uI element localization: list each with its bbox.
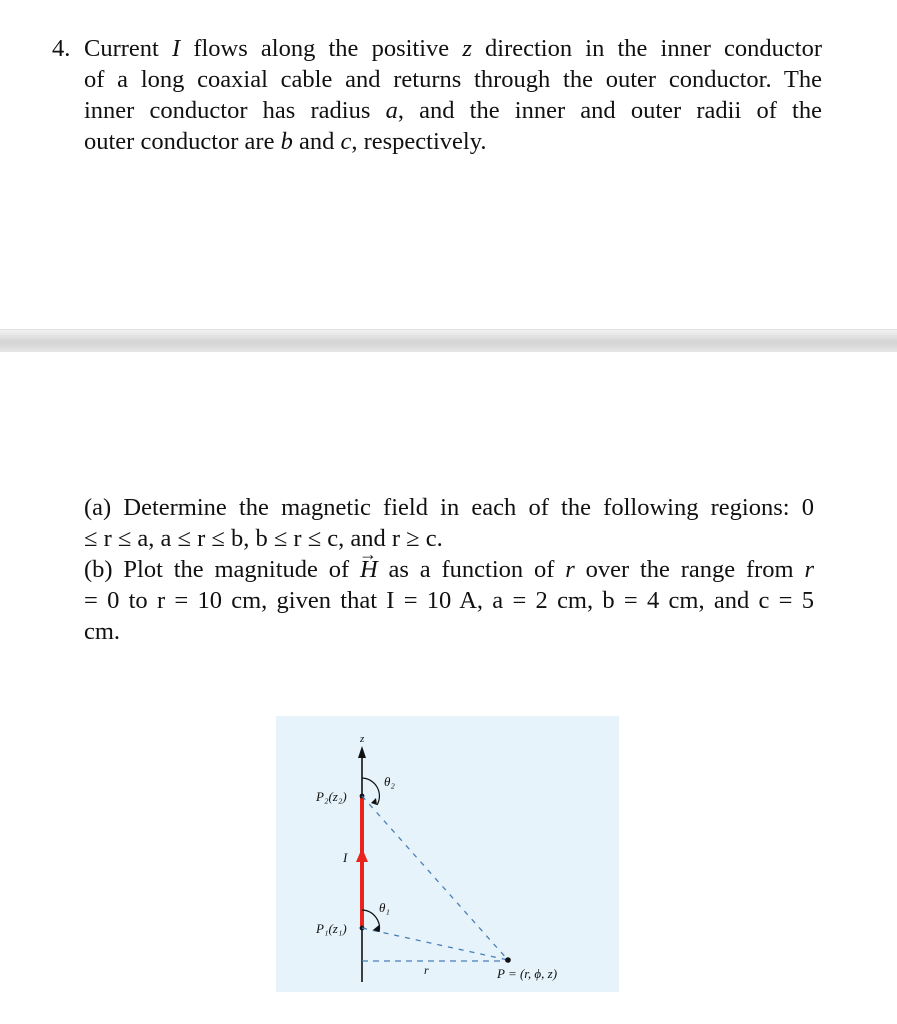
part-b-line-2: = 0 to r = 10 cm, given that I = 10 A, a = 2 cm, b = 4 cm, and c = 5 [84, 587, 814, 614]
problem-number: 4. [52, 35, 71, 62]
z-axis-arrowhead [358, 746, 366, 758]
theta2-arrowhead [371, 798, 377, 805]
part-a-line-2: ≤ r ≤ a, a ≤ r ≤ b, b ≤ r ≤ c, and r ≥ c. [84, 525, 443, 552]
z-axis-label: z [360, 733, 365, 745]
problem-line-3: inner conductor has radius a, and the inner and outer radii of the [84, 97, 822, 124]
problem-parts [84, 492, 814, 647]
current-arrow [356, 848, 368, 862]
theta2-label: θ₂ [384, 774, 395, 789]
theta1-label: θ₁ [379, 900, 390, 915]
p2-label: P₂(z₂) [316, 789, 347, 804]
figure-svg [276, 716, 619, 992]
part-b-line-3: cm. [84, 618, 121, 645]
page-separator [0, 329, 897, 352]
dashed-line-p2 [362, 796, 508, 960]
problem-line-2: of a long coaxial cable and returns through the outer conductor. The [84, 66, 822, 93]
r-label: r [424, 963, 429, 977]
problem-statement [52, 33, 822, 157]
field-point-label: P = (r, ϕ, z) [497, 966, 558, 981]
problem-line-4: outer conductor are b and c, respectively. [84, 128, 487, 155]
field-point [505, 957, 511, 963]
part-b-line-1: (b) Plot the magnitude of → H as a function of r over the range from r [84, 554, 814, 585]
theta2-arc [362, 778, 379, 805]
current-label: I [343, 850, 348, 865]
problem-line-1: Current I flows along the positive z direction in the inner conductor [84, 35, 823, 62]
part-a-line-1: (a) Determine the magnetic field in each of the following regions: 0 [84, 494, 814, 521]
p1-label: P₁(z₁) [316, 921, 347, 936]
dashed-line-p1 [362, 928, 508, 960]
h-vector-symbol: → H [360, 556, 378, 583]
coax-figure [276, 716, 619, 992]
